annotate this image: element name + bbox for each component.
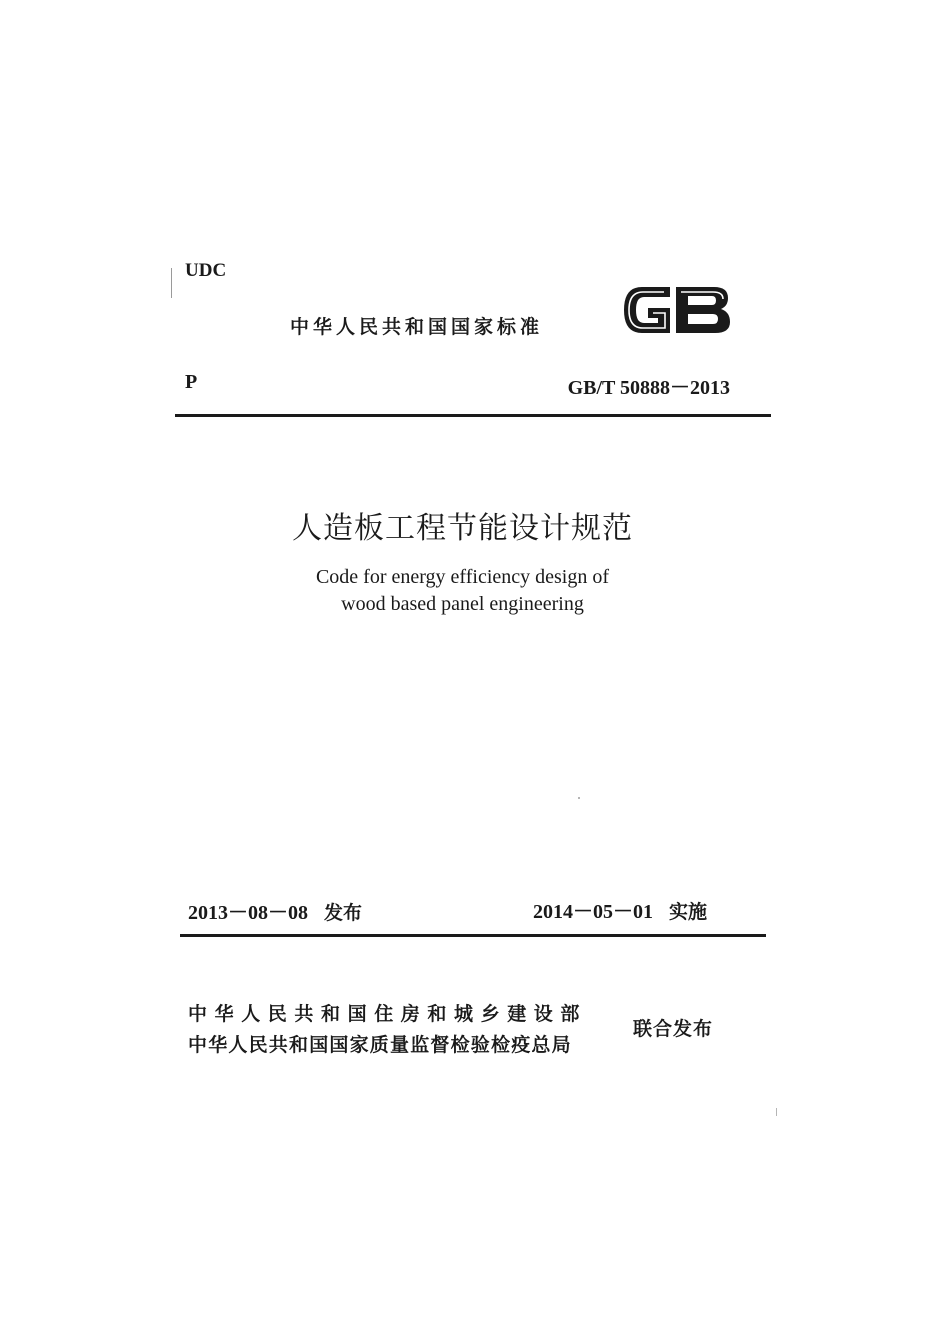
footer-rule: [180, 934, 766, 937]
scan-speck: [776, 1108, 777, 1116]
classification-code: P: [185, 371, 198, 393]
title-english-line2: wood based panel engineering: [341, 593, 584, 615]
issuer-aqsiq: 中华人民共和国国家质量监督检验检疫总局: [188, 1034, 572, 1056]
implementation-label: 实施: [669, 901, 708, 923]
title-english-line1: Code for energy efficiency design of: [315, 566, 610, 588]
standard-type-label: 中华人民共和国国家标准: [290, 316, 544, 338]
joint-issue-label: 联合发布: [633, 1018, 714, 1040]
implementation-date-block: [533, 895, 707, 924]
standard-number: GB/T 50888－2013: [567, 377, 730, 399]
gb-logo: [620, 281, 732, 339]
scan-speck: [578, 797, 580, 799]
implementation-date: 2014－05－01: [533, 901, 653, 923]
issue-date: 2013－08－08: [188, 902, 308, 924]
margin-tick: [171, 268, 172, 298]
issue-date-block: [188, 896, 362, 925]
title-english: [0, 564, 925, 618]
udc-label: UDC: [185, 260, 227, 281]
title-chinese: 人造板工程节能设计规范: [292, 511, 633, 546]
issue-label: 发布: [324, 902, 363, 924]
header-rule: [175, 414, 771, 417]
issuer-ministry: 中华人民共和国住房和城乡建设部: [188, 1003, 588, 1025]
